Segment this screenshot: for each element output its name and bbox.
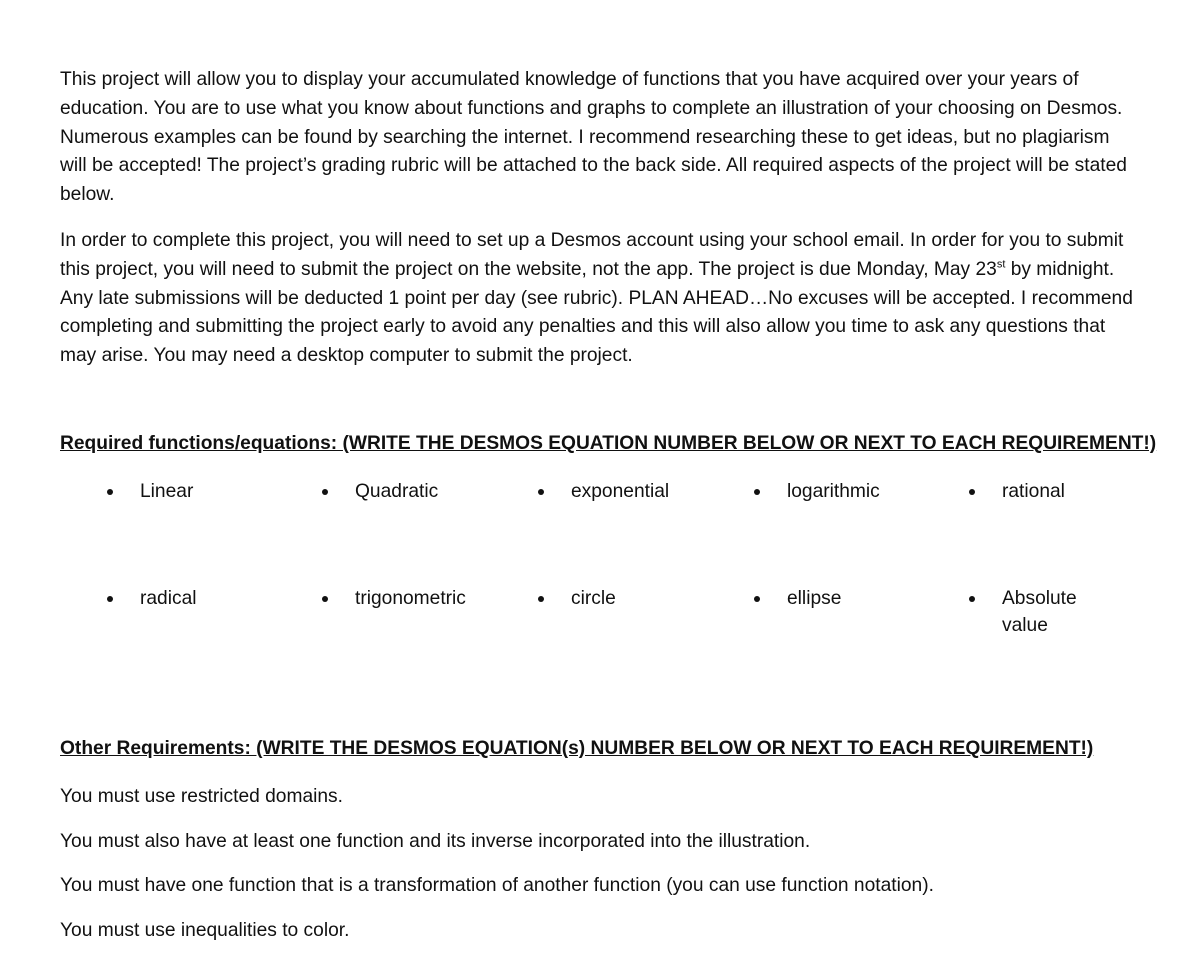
function-label: rational [1002, 481, 1065, 502]
required-functions-heading: Required functions/equations: (WRITE THE DESMOS EQUATION NUMBER BELOW OR NEXT TO EACH REQUIREMENT!) [60, 433, 1157, 454]
function-label: trigonometric [355, 588, 466, 609]
required-functions-row-2 [0, 585, 1195, 645]
bullet-icon [107, 596, 113, 602]
intro-paragraph-2-text-a: In order to complete this project, you will need to set up a Desmos account using your school email. In order for you to submit this project, you will need to submit the project on the website, not the app. The project is due Monday, May 23 [60, 230, 1124, 280]
intro-paragraph-1: This project will allow you to display your accumulated knowledge of functions that you have acquired over your years of education. You are to use what you know about functions and graphs to complete an illustration of your choosing on Desmos. Numerous examples can be found by searching the internet. I recommend researching these to get ideas, but no plagiarism will be accepted! The project’s grading rubric will be attached to the back side. All required aspects of the project will be stated below. [60, 69, 1127, 206]
bullet-icon [969, 596, 975, 602]
function-label: exponential [571, 481, 670, 502]
intro-paragraph-2 [60, 227, 1140, 371]
ordinal-suffix: st [996, 258, 1006, 271]
bullet-icon [322, 596, 328, 602]
function-label: Absolute value [1002, 588, 1077, 636]
cut-off-header-fragment [60, 0, 300, 2]
bullet-icon [754, 596, 760, 602]
function-label: ellipse [787, 588, 842, 609]
bullet-icon [969, 489, 975, 495]
function-label: Quadratic [355, 481, 439, 502]
function-label: circle [571, 588, 616, 609]
required-functions-row-1 [0, 478, 1195, 538]
bullet-icon [322, 489, 328, 495]
requirement-item: You must use inequalities to color. [60, 920, 350, 941]
bullet-icon [538, 489, 544, 495]
function-label: logarithmic [787, 481, 880, 502]
intro-paragraph-2-text-b: by midnight. Any late submissions will be deducted 1 point per day (see rubric). PLAN AHEAD…No excuses will be accepted. I recommend completing and submitting the project early to avoid any penalties and this will also allow you time to ask any questions that may arise. You may need a desktop computer to submit the project. [60, 258, 1133, 367]
bullet-icon [107, 489, 113, 495]
requirement-item: You must also have at least one function and its inverse incorporated into the illustration. [60, 831, 811, 852]
bullet-icon [538, 596, 544, 602]
requirement-item: You must have one function that is a transformation of another function (you can use function notation). [60, 875, 934, 896]
bullet-icon [754, 489, 760, 495]
function-label: Linear [140, 481, 194, 502]
function-label: radical [140, 588, 197, 609]
other-requirements-heading: Other Requirements: (WRITE THE DESMOS EQUATION(s) NUMBER BELOW OR NEXT TO EACH REQUIREMENT!) [60, 738, 1094, 759]
requirement-item: You must use restricted domains. [60, 786, 343, 807]
